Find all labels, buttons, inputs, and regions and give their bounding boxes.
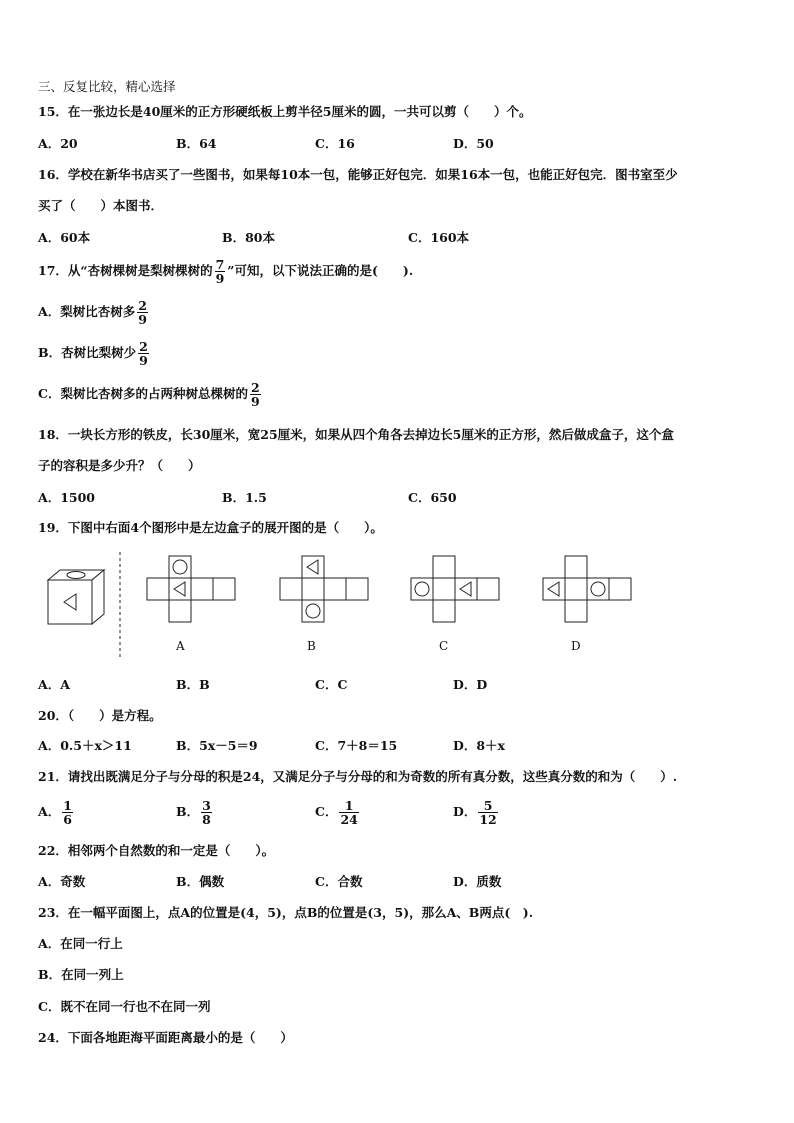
q19-option-d[interactable]: D．D: [453, 677, 488, 692]
q22-option-d[interactable]: D．质数: [453, 874, 502, 889]
q22-option-a[interactable]: A．奇数: [38, 874, 86, 889]
q17-option-a-fraction: [137, 299, 148, 326]
q23-option-c[interactable]: C．既不在同一行也不在同一列: [38, 999, 211, 1014]
net-a: [147, 556, 235, 622]
q17-option-b[interactable]: [38, 340, 151, 367]
q21-option-a-label: A．: [38, 804, 61, 819]
q17-option-a-text: A．梨树比杏树多: [38, 304, 136, 319]
q16-option-a[interactable]: A．60本: [38, 230, 91, 245]
q18-option-c[interactable]: C．650: [408, 490, 457, 505]
fraction-numerator: 1: [344, 798, 354, 813]
fraction-numerator: 2: [138, 298, 147, 313]
q21-option-b[interactable]: [176, 799, 214, 826]
q17-option-b-text: B．杏树比梨树少: [38, 345, 137, 360]
q21-option-a[interactable]: [38, 799, 75, 826]
figure-label-a: A: [176, 639, 185, 653]
q21-option-d-label: D．: [453, 804, 477, 819]
q19-option-a[interactable]: A．A: [38, 677, 70, 692]
q17-option-c-text: C．梨树比杏树多的占两种树总棵树的: [38, 386, 248, 401]
q21-option-a-fraction: [62, 799, 73, 826]
fraction-numerator: 7: [215, 257, 225, 272]
fraction-denominator: 24: [340, 812, 358, 827]
q22-option-c[interactable]: C．合数: [315, 874, 363, 889]
q16-option-b[interactable]: B．80本: [222, 230, 275, 245]
q19-option-c[interactable]: C．C: [315, 677, 348, 692]
q17-option-c-fraction: [250, 381, 261, 408]
q21-option-d[interactable]: [453, 799, 500, 826]
fraction-denominator: 6: [63, 812, 72, 827]
q15-option-a[interactable]: A．20: [38, 136, 78, 151]
fraction-numerator: 3: [202, 798, 211, 813]
q18-option-a[interactable]: A．1500: [38, 490, 95, 505]
q20-option-d[interactable]: D．8＋x: [453, 738, 505, 753]
fraction-denominator: 8: [202, 812, 211, 827]
fraction-numerator: 5: [483, 798, 493, 813]
box-net-figure: [38, 548, 658, 660]
q22-option-b[interactable]: B．偶数: [176, 874, 225, 889]
fraction-numerator: 2: [139, 339, 148, 354]
question-23-stem: 23．在一幅平面图上，点A的位置是(4，5)，点B的位置是(3，5)，那么A、B两点( ).: [38, 905, 534, 920]
q20-option-b[interactable]: B．5x－5＝9: [176, 738, 258, 753]
question-24-stem: 24．下面各地距海平面距离最小的是（ ）: [38, 1030, 293, 1045]
fraction-denominator: 9: [139, 353, 148, 368]
question-16-stem-line1: 16．学校在新华书店买了一些图书，如果每10本一包，能够正好包完．如果16本一包，也能正好包完．图书室至少: [38, 167, 678, 182]
q21-option-b-label: B．: [176, 804, 200, 819]
figure-label-b: B: [307, 639, 316, 653]
q17-option-b-fraction: [138, 340, 149, 367]
q21-option-b-fraction: [201, 799, 212, 826]
question-18-stem-line2: 子的容积是多少升？（ ）: [38, 458, 201, 473]
q15-option-d[interactable]: D．50: [453, 136, 494, 151]
figure-label-d: D: [571, 639, 581, 653]
q23-option-a[interactable]: A．在同一行上: [38, 936, 123, 951]
q17-stem-pre: 17．从“杏树棵树是梨树棵树的: [38, 263, 213, 278]
question-21-stem: 21．请找出既满足分子与分母的积是24，又满足分子与分母的和为奇数的所有真分数，这些真分数的和为（ ）.: [38, 769, 678, 784]
cube-drawing: [48, 570, 104, 624]
question-16-stem-line2: 买了（ ）本图书．: [38, 198, 164, 213]
q17-option-a[interactable]: [38, 299, 150, 326]
q19-option-b[interactable]: B．B: [176, 677, 210, 692]
q21-option-c[interactable]: [315, 799, 361, 826]
question-19-stem: 19．下图中右面4个图形中是左边盒子的展开图的是（ ）。: [38, 520, 383, 535]
q16-option-c[interactable]: C．160本: [408, 230, 470, 245]
question-20-stem: 20．（ ）是方程。: [38, 708, 162, 723]
fraction-numerator: 1: [63, 798, 72, 813]
fraction-denominator: 12: [479, 812, 497, 827]
q15-option-c[interactable]: C．16: [315, 136, 355, 151]
question-22-stem: 22．相邻两个自然数的和一定是（ ）。: [38, 843, 275, 858]
fraction-denominator: 9: [138, 312, 147, 327]
q17-stem-fraction: [215, 258, 226, 285]
fraction-denominator: 9: [215, 271, 225, 286]
question-18-stem-line1: 18．一块长方形的铁皮，长30厘米，宽25厘米，如果从四个角各去掉边长5厘米的正方形，然后做成盒子，这个盒: [38, 427, 674, 442]
q17-stem-post: ”可知，以下说法正确的是( ).: [227, 263, 414, 278]
q23-option-b[interactable]: B．在同一列上: [38, 967, 124, 982]
question-17-stem: [38, 258, 413, 285]
q21-option-d-fraction: [478, 799, 497, 826]
q18-option-b[interactable]: B．1.5: [222, 490, 267, 505]
q15-option-b[interactable]: B．64: [176, 136, 217, 151]
q17-option-c[interactable]: [38, 381, 263, 408]
net-b: [280, 556, 368, 622]
q20-option-c[interactable]: C．7＋8＝15: [315, 738, 398, 753]
net-d: [543, 556, 631, 622]
section-title: 三、反复比较，精心选择: [38, 79, 176, 94]
q20-option-a[interactable]: A．0.5＋x＞11: [38, 738, 132, 753]
net-c: [411, 556, 499, 622]
question-15-stem: 15．在一张边长是40厘米的正方形硬纸板上剪半径5厘米的圆，一共可以剪（ ）个。: [38, 104, 532, 119]
fraction-denominator: 9: [250, 394, 260, 409]
q21-option-c-label: C．: [315, 804, 338, 819]
q21-option-c-fraction: [339, 799, 358, 826]
figure-label-c: C: [439, 639, 449, 653]
fraction-numerator: 2: [250, 380, 260, 395]
